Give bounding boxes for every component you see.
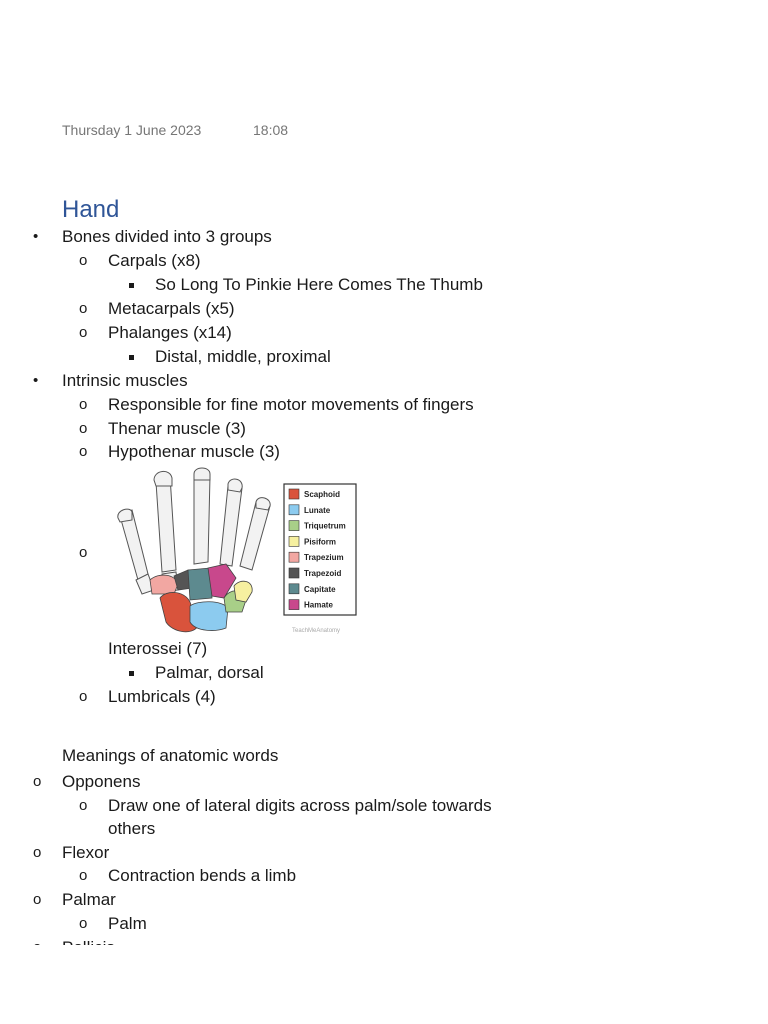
list-item[interactable]: So Long To Pinkie Here Comes The Thumb bbox=[155, 275, 483, 294]
disc-bullet: • bbox=[33, 372, 39, 389]
list-item-continuation[interactable]: others bbox=[108, 819, 156, 838]
list-item[interactable]: Hypothenar muscle (3) bbox=[108, 442, 280, 461]
circle-bullet: o bbox=[79, 420, 88, 437]
legend-label: Scaphoid bbox=[304, 490, 341, 499]
page-title[interactable]: Hand bbox=[62, 196, 120, 223]
list-item[interactable]: Phalanges (x14) bbox=[108, 323, 232, 342]
list-item[interactable]: Interossei (7) bbox=[108, 639, 208, 658]
circle-bullet: o bbox=[79, 324, 88, 341]
list-item[interactable]: Opponens bbox=[62, 772, 141, 791]
list-item[interactable]: Flexor bbox=[62, 843, 110, 862]
legend-label: Trapezium bbox=[304, 553, 344, 563]
circle-bullet: o bbox=[79, 544, 88, 561]
list-item[interactable]: Thenar muscle (3) bbox=[108, 419, 246, 438]
list-item[interactable]: Draw one of lateral digits across palm/sole towards bbox=[108, 796, 492, 815]
circle-bullet: o bbox=[33, 844, 42, 861]
legend-label: Capitate bbox=[304, 584, 336, 594]
legend-swatch bbox=[289, 568, 299, 578]
circle-bullet: o bbox=[79, 396, 88, 413]
circle-bullet: o bbox=[79, 797, 88, 814]
legend-swatch bbox=[289, 489, 299, 499]
circle-bullet: o bbox=[79, 443, 88, 460]
list-item[interactable]: Carpals (x8) bbox=[108, 251, 201, 270]
circle-bullet: o bbox=[33, 773, 42, 790]
disc-bullet: • bbox=[33, 228, 39, 245]
circle-bullet: o bbox=[79, 867, 88, 884]
legend-swatch bbox=[289, 584, 299, 594]
list-item[interactable]: Palmar, dorsal bbox=[155, 663, 264, 682]
list-item[interactable]: Distal, middle, proximal bbox=[155, 347, 331, 366]
circle-bullet: o bbox=[33, 891, 42, 908]
legend-label: Hamate bbox=[304, 600, 333, 610]
square-bullet bbox=[129, 355, 134, 360]
note-date: Thursday 1 June 2023 bbox=[62, 122, 202, 138]
square-bullet bbox=[129, 283, 134, 288]
carpal-bones-figure[interactable] bbox=[108, 462, 360, 638]
list-item[interactable]: Palmar bbox=[62, 890, 116, 909]
legend-swatch bbox=[289, 552, 299, 562]
legend-label: Triquetrum bbox=[304, 521, 346, 531]
circle-bullet: o bbox=[79, 915, 88, 932]
legend-label: Trapezoid bbox=[304, 569, 342, 578]
list-item[interactable]: Lumbricals (4) bbox=[108, 687, 216, 706]
list-item[interactable]: Bones divided into 3 groups bbox=[62, 227, 272, 246]
watermark-text: TeachMeAnatomy bbox=[292, 628, 341, 634]
circle-bullet: o bbox=[79, 300, 88, 317]
legend-label: Lunate bbox=[304, 505, 331, 515]
legend-swatch bbox=[289, 505, 299, 515]
legend-box bbox=[284, 484, 356, 615]
list-item[interactable]: Metacarpals (x5) bbox=[108, 299, 235, 318]
list-item[interactable]: Responsible for fine motor movements of fingers bbox=[108, 395, 474, 414]
list-item[interactable]: Contraction bends a limb bbox=[108, 866, 297, 885]
legend-swatch bbox=[289, 600, 299, 610]
circle-bullet: o bbox=[79, 688, 88, 705]
list-item[interactable]: Palm bbox=[108, 914, 147, 933]
legend-swatch bbox=[289, 521, 299, 531]
circle-bullet: o bbox=[79, 252, 88, 269]
legend-label: Pisiform bbox=[304, 537, 337, 547]
page-bottom-edge bbox=[0, 945, 768, 1024]
legend-swatch bbox=[289, 536, 299, 546]
section-heading[interactable]: Meanings of anatomic words bbox=[62, 746, 279, 765]
list-item[interactable]: Intrinsic muscles bbox=[62, 371, 188, 390]
note-time: 18:08 bbox=[253, 122, 289, 138]
square-bullet bbox=[129, 671, 134, 676]
